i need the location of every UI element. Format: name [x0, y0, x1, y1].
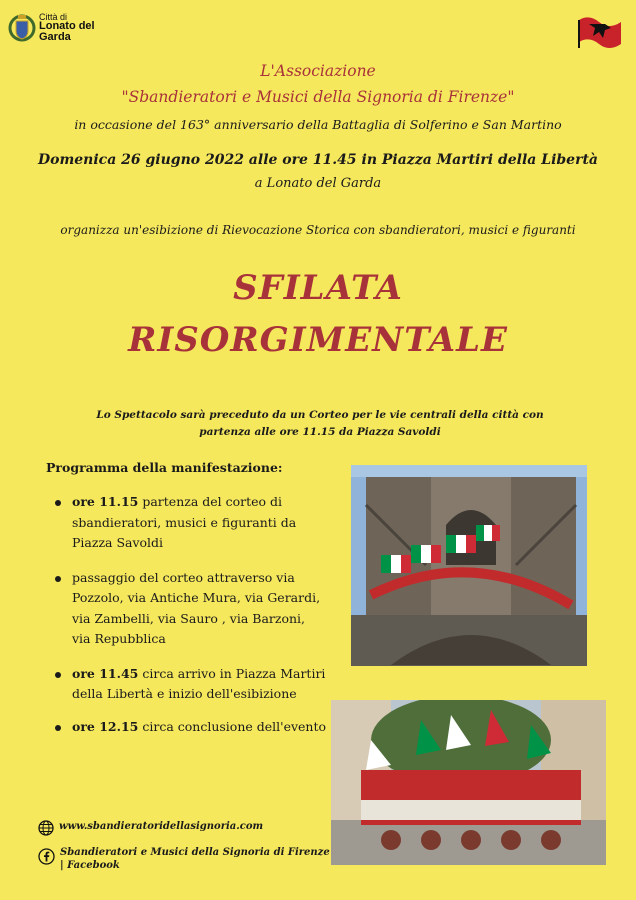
website-link[interactable]: www.sbandieratoridellasignoria.com — [59, 821, 264, 832]
program-time: ore 12.15 — [72, 718, 139, 734]
event-date: Domenica 26 giugno 2022 alle ore 11.45 in Piazza Martiri della Libertà — [37, 152, 598, 168]
preface-text: Lo Spettacolo sarà preceduto da un Corteo per le vie centrali della città con partenza alle ore 11.15 da Piazza Savoldi — [96, 409, 544, 438]
photo-group-piazza — [331, 700, 606, 865]
program-item — [52, 717, 327, 738]
program-list — [52, 492, 327, 737]
program-item — [52, 664, 327, 705]
program-time: ore 11.45 — [72, 665, 139, 681]
program-text: passaggio del corteo attraverso via Pozzolo, via Antiche Mura, via Gerardi, via Zambelli, via Sauro , via Barzoni, via Repubblica — [72, 569, 321, 646]
photo-flag-bearers-tower — [351, 465, 587, 666]
city-logo — [8, 9, 118, 49]
city-label-name: Lonato del Garda — [39, 20, 95, 43]
flag-emblem-icon — [575, 12, 625, 52]
association-name: "Sbandieratori e Musici della Signoria di Firenze" — [121, 88, 515, 106]
program-text: circa conclusione dell'evento — [138, 718, 327, 734]
occasion-text: in occasione del 163° anniversario della Battaglia di Solferino e San Martino — [74, 117, 562, 132]
city-label-small: Città di — [39, 12, 68, 22]
facebook-icon — [38, 848, 55, 865]
event-place: a Lonato del Garda — [254, 176, 382, 191]
program-text: circa arrivo in Piazza Martiri della Libertà e inizio dell'esibizione — [72, 665, 326, 701]
program-heading: Programma della manifestazione: — [46, 460, 283, 475]
city-crest-icon — [8, 11, 36, 45]
association-intro: L'Associazione — [260, 62, 376, 80]
program-time: ore 11.15 — [72, 494, 139, 509]
program-item — [52, 568, 327, 650]
title-line2: RISORGIMENTALE — [128, 320, 508, 360]
program-item — [52, 492, 327, 554]
globe-icon — [38, 820, 54, 836]
facebook-link[interactable]: Sbandieratori e Musici della Signoria di Firenze | Facebook — [60, 847, 330, 871]
title-line1: SFILATA — [233, 268, 403, 308]
program-text: partenza del corteo di sbandieratori, musici e figuranti da Piazza Savoldi — [72, 494, 297, 550]
organizes-text: organizza un'esibizione di Rievocazione Storica con sbandieratori, musici e figuranti — [60, 223, 576, 237]
association-logo — [575, 12, 625, 52]
